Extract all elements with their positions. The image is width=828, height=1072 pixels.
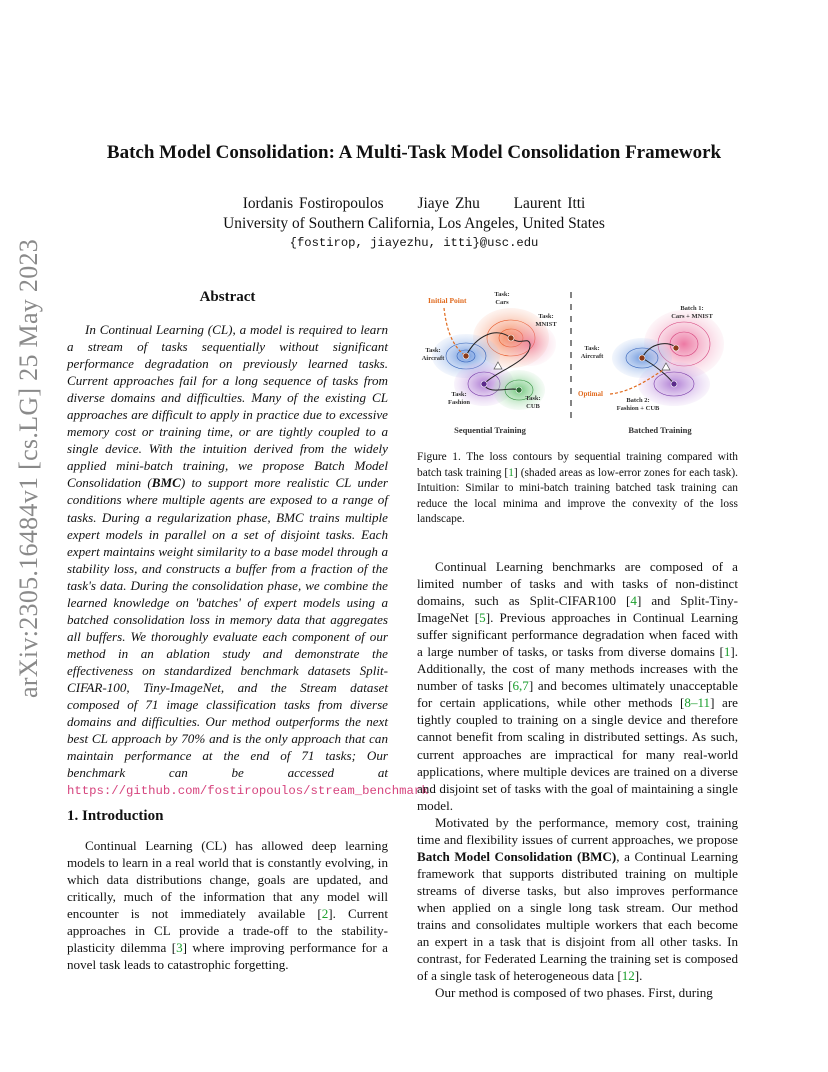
label-optimal: Optimal: [578, 390, 603, 398]
label-batch1: Batch 1: Cars + MNIST: [671, 305, 713, 320]
label-task-cars: Task: Cars: [494, 291, 510, 306]
panel-title-sequential: Sequential Training: [454, 425, 526, 435]
figure-caption: Figure 1. The loss contours by sequential training compared with batch task training [1] (shaded areas as low-error zones for each task). Intuition: Similar to mini-batch training batched task training can reduce the local minima and improve the convexity of the loss landscape.: [417, 451, 738, 525]
paper-title: Batch Model Consolidation: A Multi-Task Model Consolidation Framework: [106, 142, 722, 163]
citation-link[interactable]: 6,7: [512, 678, 529, 694]
citation-link[interactable]: 4: [630, 593, 637, 609]
label-task-fashion: Task: Fashion: [447, 391, 471, 406]
citation-link[interactable]: 1: [508, 466, 514, 479]
abstract-text: In Continual Learning (CL), a model is required to learn a stream of tasks sequentially without significant performance degradation on previously learned tasks. Current approaches fail for a long sequence of tasks from diverse domains and difficulties. Many of the existing CL approaches are difficult to apply in practice due to excessive memory cost or training time, or are tightly coupled to a single device. With the intuition derived from the widely applied mini-batch training, we propose Batch Model Consolidation (BMC) to support more realistic CL under conditions where multiple agents are exposed to a range of tasks. During a regularization phase, BMC trains multiple expert models in parallel on a set of disjoint tasks. Each expert maintains weight similarity to a base model through a stability loss, and constructs a buffer from a fraction of the task's data. During the consolidation phase, we combine the learned knowledge on 'batches' of expert models using a batched consolidation loss in memory data that aggregates all buffers. We thoroughly evaluate each component of our method in an ablation study and demonstrate the effectiveness on standardized benchmark datasets Split-CIFAR-100, Tiny-ImageNet, and the Stream dataset composed of 71 image classification tasks from diverse domains and difficulties. Our method outperforms the next best CL approach by 70% and is the only approach that can maintain performance at the end of 71 tasks; Our benchmark can be accessed at https://github.com/fostiropoulos/stream_benchmark: [67, 322, 429, 799]
author-list: [60, 195, 768, 213]
citation-link[interactable]: 3: [176, 940, 183, 956]
author-emails: {fostirop, jiayezhu, itti}@usc.edu: [289, 236, 539, 250]
point-marker: [671, 381, 677, 387]
point-marker: [481, 381, 487, 387]
introduction-paragraph: Continual Learning (CL) has allowed deep learning models to learn in a real world that is constantly evolving, in which data distributions change, goals are updated, and critically, much of the information that any model will encounter is not immediately available [2]. Current approaches in CL provide a trade-off to the stability-plasticity dilemma [3] where improving performance for a novel task leads to catastrophic forgetting.: [67, 838, 388, 973]
panel-title-batched: Batched Training: [628, 425, 692, 435]
label-batch2: Batch 2: Fashion + CUB: [616, 397, 660, 412]
batched-training-panel: [578, 305, 724, 435]
point-marker: [516, 387, 522, 393]
point-marker: [508, 335, 514, 341]
label-task-aircraft-right: Task: Aircraft: [580, 345, 604, 360]
citation-link[interactable]: 2: [321, 906, 329, 922]
arxiv-identifier: arXiv:2305.16484v1 [cs.LG] 25 May 2023: [14, 238, 43, 698]
label-task-cub: Task: CUB: [525, 395, 541, 410]
label-task-mnist: Task: MNIST: [535, 313, 557, 328]
repo-link[interactable]: https://github.com/fostiropoulos/stream_benchmark: [67, 784, 429, 799]
point-marker: [463, 353, 469, 359]
label-initial-point: Initial Point: [428, 296, 467, 305]
author-name: Laurent Itti: [513, 195, 586, 212]
figure-loss-contours: [416, 286, 740, 438]
sequential-training-panel: [422, 291, 558, 435]
label-task-aircraft: Task: Aircraft: [421, 347, 445, 362]
body-paragraph: Motivated by the performance, memory cost, training time and flexibility issues of current approaches, we propose Batch Model Consolidation (BMC), a Continual Learning framework that supports distributed training on multiple streams of diverse tasks, but also improves performance when applied on a single long task stream. Our method trains and consolidates multiple workers that each become an expert in a task that is disjoint from all other tasks. In contrast, for Federated Learning the training set is composed of a single task of heterogeneous data [12].: [417, 814, 738, 984]
point-marker: [639, 355, 645, 361]
point-marker: [673, 345, 679, 351]
affiliation: University of Southern California, Los Angeles, United States: [223, 215, 605, 232]
citation-link[interactable]: 5: [479, 610, 486, 626]
right-column-body: [417, 558, 738, 1001]
body-paragraph: Continual Learning benchmarks are composed of a limited number of tasks and with tasks of non-distinct domains, such as Split-CIFAR100 [4] and Split-Tiny-ImageNet [5]. Previous approaches in Continual Learning suffer significant performance degradation when faced with a large number of tasks, or tasks from diverse domains [1]. Additionally, the cost of many methods increases with the number of tasks [6,7] and becomes ultimately unacceptable for certain applications, while other methods [8–11] are tightly coupled to training on a single device and therefore cannot benefit from scaling in distributed settings. As such, current approaches are impractical for many real-world applications, where multiple devices are trained on a diverse and disjoint set of tasks with the goal of maintaining a single model.: [417, 559, 739, 813]
body-paragraph: Our method is composed of two phases. First, during: [435, 985, 713, 1001]
citation-link[interactable]: 1: [723, 644, 731, 660]
citation-link[interactable]: 8–11: [684, 695, 711, 711]
section-heading-introduction: 1. Introduction: [67, 808, 164, 824]
abstract-heading: Abstract: [199, 289, 256, 305]
author-name: Jiaye Zhu: [417, 195, 480, 212]
author-name: Iordanis Fostiropoulos: [242, 195, 384, 212]
citation-link[interactable]: 12: [621, 968, 635, 984]
